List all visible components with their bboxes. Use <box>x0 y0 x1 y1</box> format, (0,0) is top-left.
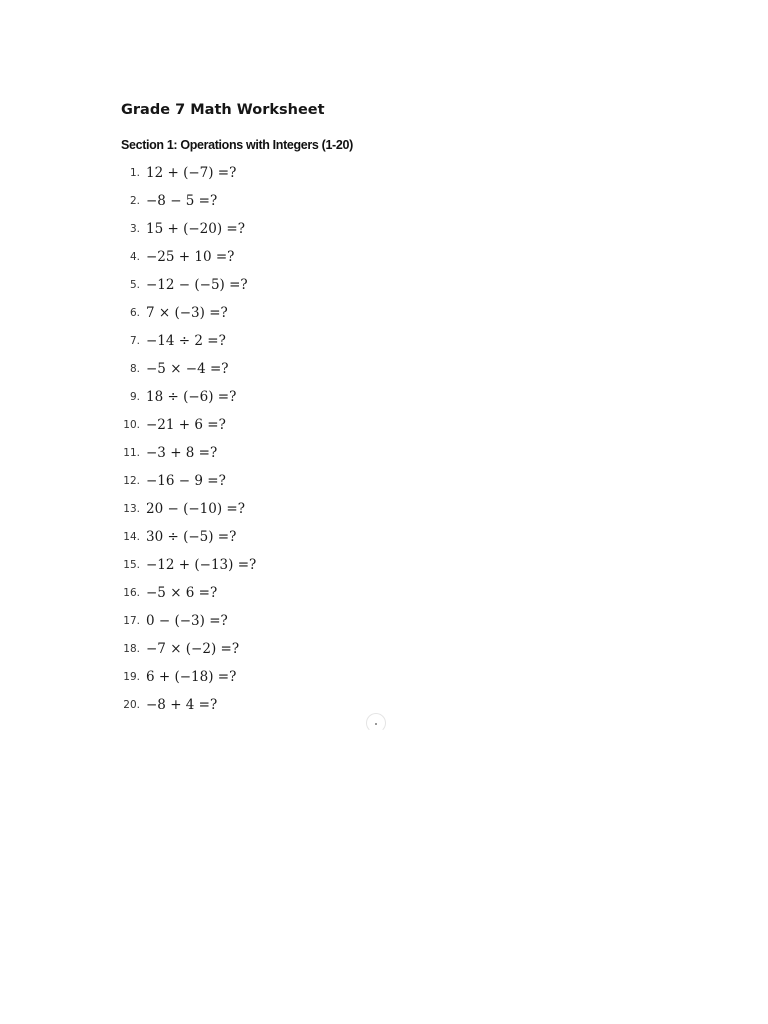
problem-13 <box>118 495 256 523</box>
problem-number: 17. <box>123 615 140 627</box>
problem-15 <box>118 551 256 579</box>
problem-number: 20. <box>123 699 140 711</box>
problem-number: 3. <box>129 223 140 235</box>
problem-expression: 7 × (−3) =? <box>146 305 228 321</box>
problem-expression: 15 + (−20) =? <box>146 221 245 237</box>
problem-expression: 0 − (−3) =? <box>146 613 228 629</box>
problem-8 <box>118 355 256 383</box>
problem-18 <box>118 635 256 663</box>
problem-number: 1. <box>129 167 140 179</box>
problem-14 <box>118 523 256 551</box>
problem-number: 10. <box>123 419 140 431</box>
problem-expression: −14 ÷ 2 =? <box>146 333 226 349</box>
problem-12 <box>118 467 256 495</box>
problem-expression: 18 ÷ (−6) =? <box>146 389 237 405</box>
problem-expression: −25 + 10 =? <box>146 249 235 265</box>
problem-6 <box>118 299 256 327</box>
problem-17 <box>118 607 256 635</box>
problem-expression: −16 − 9 =? <box>146 473 226 489</box>
problem-expression: −7 × (−2) =? <box>146 641 240 657</box>
problem-number: 2. <box>129 195 140 207</box>
problem-3 <box>118 215 256 243</box>
problem-number: 16. <box>123 587 140 599</box>
problem-20 <box>118 691 256 719</box>
problem-number: 14. <box>123 531 140 543</box>
problem-4 <box>118 243 256 271</box>
problem-1 <box>118 159 256 187</box>
problem-number: 12. <box>123 475 140 487</box>
page-marker-icon <box>366 713 386 733</box>
problem-expression: −5 × 6 =? <box>146 585 218 601</box>
problem-number: 13. <box>123 503 140 515</box>
problem-number: 7. <box>129 335 140 347</box>
problem-9 <box>118 383 256 411</box>
problem-11 <box>118 439 256 467</box>
page-title: Grade 7 Math Worksheet <box>121 102 325 118</box>
problem-5 <box>118 271 256 299</box>
problem-number: 6. <box>129 307 140 319</box>
problem-expression: −12 − (−5) =? <box>146 277 248 293</box>
problem-number: 11. <box>123 447 140 459</box>
problem-expression: −21 + 6 =? <box>146 417 226 433</box>
problem-expression: 12 + (−7) =? <box>146 165 237 181</box>
problem-10 <box>118 411 256 439</box>
problem-expression: 6 + (−18) =? <box>146 669 237 685</box>
problem-expression: 20 − (−10) =? <box>146 501 245 517</box>
problem-list <box>118 159 256 719</box>
section-title: Section 1: Operations with Integers (1-20) <box>121 138 353 152</box>
problem-number: 15. <box>123 559 140 571</box>
problem-number: 18. <box>123 643 140 655</box>
problem-number: 8. <box>129 363 140 375</box>
problem-number: 19. <box>123 671 140 683</box>
problem-number: 4. <box>129 251 140 263</box>
problem-expression: −12 + (−13) =? <box>146 557 257 573</box>
problem-19 <box>118 663 256 691</box>
problem-7 <box>118 327 256 355</box>
problem-number: 9. <box>129 391 140 403</box>
problem-expression: −8 − 5 =? <box>146 193 218 209</box>
problem-2 <box>118 187 256 215</box>
problem-number: 5. <box>129 279 140 291</box>
problem-expression: −3 + 8 =? <box>146 445 218 461</box>
problem-16 <box>118 579 256 607</box>
problem-expression: 30 ÷ (−5) =? <box>146 529 237 545</box>
problem-expression: −5 × −4 =? <box>146 361 229 377</box>
problem-expression: −8 + 4 =? <box>146 697 218 713</box>
